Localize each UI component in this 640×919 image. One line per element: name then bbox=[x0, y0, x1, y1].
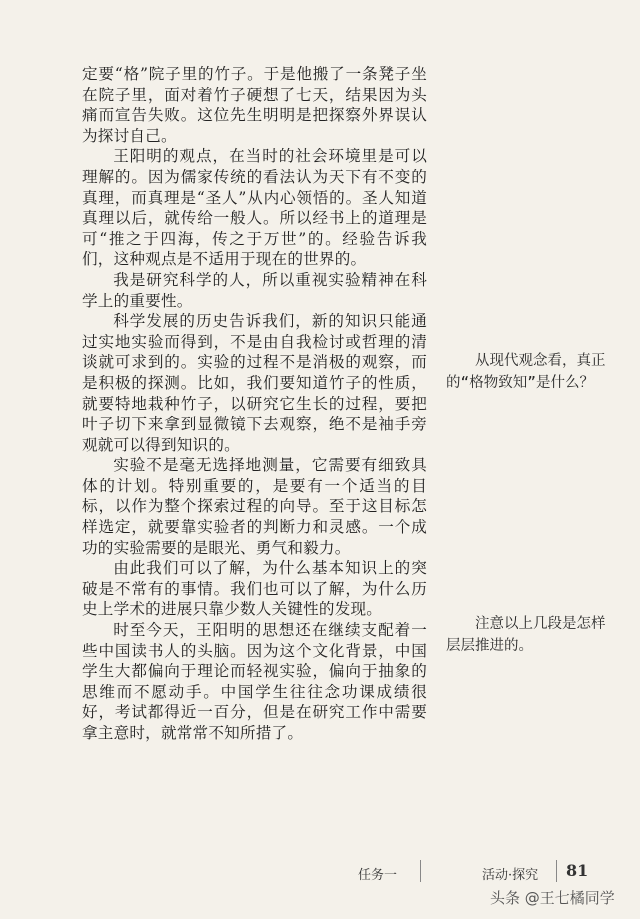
footer-task-label: 任务一 bbox=[358, 868, 398, 883]
side-note-question bbox=[446, 350, 606, 394]
paragraph: 我是研究科学的人，所以重视实验精神在科学上的重要性。 bbox=[82, 270, 427, 310]
paragraph: 科学发展的历史告诉我们，新的知识只能通过实地实验而得到，不是由自我检讨或哲理的清谈就可求到的。实验的过程不是消极的观察，而是积极的探测。比如，我们要知道竹子的性质，就要特地栽种竹子，以研究它生长的过程，要把叶子切下来拿到显微镜下去观察，绝不是袖手旁观就可以得到知识的。 bbox=[82, 312, 427, 454]
main-text bbox=[82, 64, 427, 744]
side-note-text: 注意以上几段是怎样层层推进的。 bbox=[446, 616, 606, 654]
side-note-hint bbox=[446, 613, 606, 657]
paragraph: 时至今天，王阳明的思想还在继续支配着一些中国读书人的头脑。因为这个文化背景，中国学生大都偏向于理论而轻视实验，偏向于抽象的思维而不愿动手。中国学生往往念功课成绩很好，考试都得近一百分，但是在研究工作中需要拿主意时，就常常不知所措了。 bbox=[82, 621, 427, 742]
paragraph: 定要“格”院子里的竹子。于是他搬了一条凳子坐在院子里，面对着竹子硬想了七天，结果因为头痛而宣告失败。这位先生明明是把探察外界误认为探讨自己。 bbox=[82, 65, 427, 145]
watermark: 头条 @王七橘同学 bbox=[490, 889, 615, 907]
paragraph: 王阳明的观点，在当时的社会环境里是可以理解的。因为儒家传统的看法认为天下有不变的真理，而真理是“圣人”从内心领悟的。圣人知道真理以后，就传给一般人。所以经书上的道理是可“推之于四海，传之于万世”的。经验告诉我们，这种观点是不适用于现在的世界的。 bbox=[82, 147, 427, 269]
footer-activity-label: 活动·探究 bbox=[482, 868, 539, 883]
paragraph: 由此我们可以了解，为什么基本知识上的突破是不常有的事情。我们也可以了解，为什么历史上学术的进展只靠少数人关键性的发现。 bbox=[82, 559, 427, 619]
footer-divider bbox=[556, 860, 557, 882]
paragraph: 实验不是毫无选择地测量，它需要有细致具体的计划。特别重要的，是要有一个适当的目标，以作为整个探索过程的向导。至于这目标怎样选定，就要靠实验者的判断力和灵感。一个成功的实验需要的是眼光、勇气和毅力。 bbox=[82, 456, 427, 557]
footer-divider bbox=[420, 860, 421, 882]
side-note-text: 从现代观念看，真正的“格物致知”是什么？ bbox=[446, 353, 606, 391]
page-number: 81 bbox=[566, 861, 589, 880]
page-footer bbox=[0, 858, 640, 888]
